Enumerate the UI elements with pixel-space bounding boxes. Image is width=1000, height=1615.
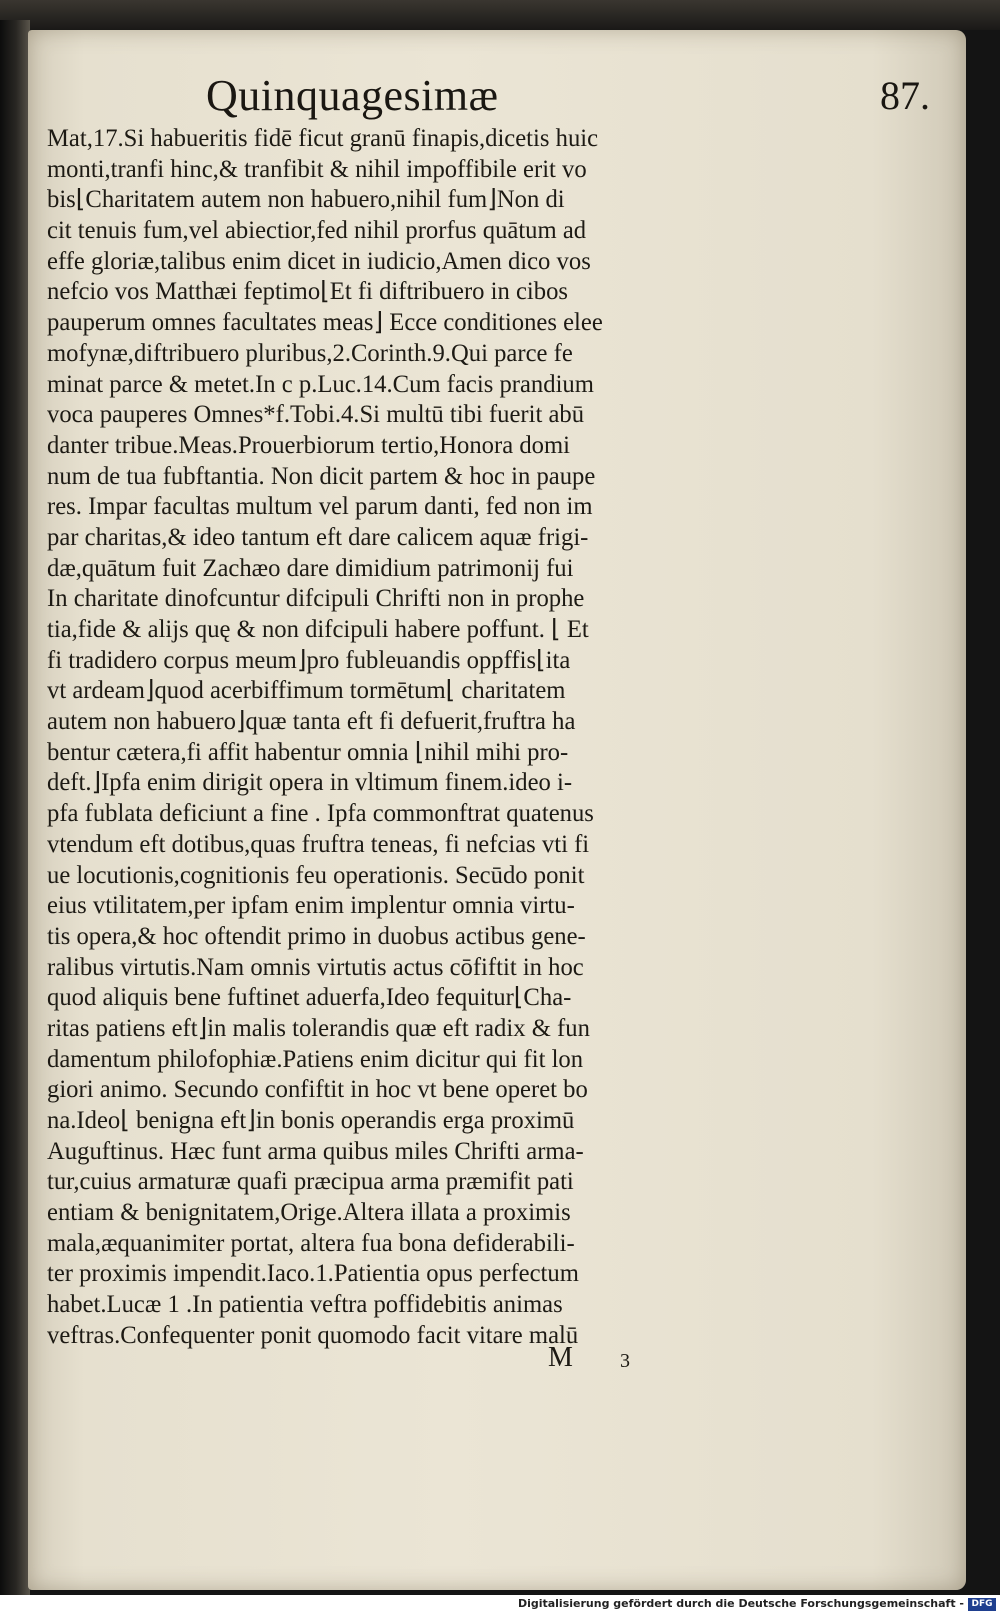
text-line: ralibus virtutis.Nam omnis virtutis actus cōfiftit in hoc [47, 953, 584, 981]
text-line: mala,æquanimiter portat, altera fua bona defiderabili- [47, 1229, 575, 1257]
text-line: res. Impar facultas multum vel parum danti, fed non im [47, 493, 593, 521]
text-line: na.Ideo⌊ benigna eft⌋in bonis operandis erga proximū [47, 1107, 575, 1134]
page-number: 87. [880, 73, 930, 118]
dfg-logo: DFG [968, 1598, 996, 1611]
running-head: Quinquagesimæ [206, 71, 499, 120]
text-line: tur,cuius armaturæ quafi præcipua arma præmifit pati [47, 1168, 574, 1196]
text-line: par charitas,& ideo tantum eft dare calicem aquæ frigi- [47, 523, 589, 551]
text-line: pfa fublata deficiunt a fine . Ipfa commonftrat quatenus [47, 800, 594, 828]
text-line: damentum philofophiæ.Patiens enim dicitur qui fit lon [47, 1045, 584, 1073]
text-line: entiam & benignitatem,Orige.Altera illata a proximis [47, 1199, 571, 1227]
text-line: bentur cætera,fi affit habentur omnia ⌊nihil mihi pro- [47, 738, 569, 766]
text-line: danter tribue.Meas.Prouerbiorum tertio,Honora domi [47, 431, 570, 459]
text-line: vtendum eft dotibus,quas fruftra teneas, fi nefcias vti fi [47, 830, 590, 858]
text-line: nefcio vos Matthæi feptimo⌊Et fi diftribuero in cibos [47, 278, 569, 306]
text-line: quod aliquis bene fuftinet aduerfa,Ideo fequitur⌊Cha- [47, 984, 572, 1012]
text-line: monti,tranfi hinc,& tranfibit & nihil impoffibile erit vo [47, 155, 587, 183]
signature-number: 3 [620, 1350, 630, 1372]
text-line: Mat,17.Si habueritis fidē ficut granū finapis,dicetis huic [47, 125, 599, 152]
text-line: cit tenuis fum,vel abiectior,fed nihil prorfus quātum ad [47, 217, 587, 245]
text-line: num de tua fubftantia. Non dicit partem & hoc in paupe [47, 462, 596, 490]
text-line: mofynæ,diftribuero pluribus,2.Corinth.9.Qui parce fe [47, 339, 573, 367]
text-line: Auguftinus. Hæc funt arma quibus miles Chrifti arma- [47, 1137, 584, 1165]
text-line: ritas patiens eft⌋in malis tolerandis quæ eft radix & fun [47, 1014, 590, 1042]
text-line: autem non habuero⌋quæ tanta eft fi defuerit,fruftra ha [47, 708, 576, 736]
signature-mark: M [548, 1342, 573, 1373]
text-line: veftras.Confequenter ponit quomodo facit vitare malū [47, 1321, 579, 1349]
text-line: bis⌊Charitatem autem non habuero,nihil fum⌋Non di [47, 186, 565, 214]
digitization-credit: Digitalisierung gefördert durch die Deutsche Forschungsgemeinschaft - [517, 1597, 964, 1610]
text-line: habet.Lucæ 1 .In patientia veftra poffidebitis animas [47, 1291, 563, 1319]
text-line: vt ardeam⌋quod acerbiffimum tormētum⌊ charitatem [47, 677, 566, 705]
text-line: effe gloriæ,talibus enim dicet in iudicio,Amen dico vos [47, 247, 591, 275]
text-line: In charitate dinofcuntur difcipuli Chrifti non in prophe [47, 585, 585, 613]
text-line: ue locutionis,cognitionis feu operationis. Secūdo ponit [47, 861, 585, 889]
text-line: tia,fide & alijs quę & non difcipuli habere poffunt. ⌊ Et [47, 616, 589, 643]
text-line: giori animo. Secundo confiftit in hoc vt bene operet bo [47, 1076, 588, 1104]
text-line: dæ,quātum fuit Zachæo dare dimidium patrimonij fui [47, 554, 574, 582]
body-text [47, 124, 747, 1352]
text-line: pauperum omnes facultates meas⌋ Ecce conditiones elee [47, 309, 603, 337]
text-line: minat parce & metet.In c p.Luc.14.Cum facis prandium [47, 370, 594, 398]
text-line: ter proximis impendit.Iaco.1.Patientia opus perfectum [47, 1260, 579, 1288]
text-line: deft.⌋Ipfa enim dirigit opera in vltimum finem.ideo i- [47, 769, 573, 797]
book-spine [0, 20, 30, 1595]
text-line: fi tradidero corpus meum⌋pro fubleuandis oppffis⌊ita [47, 646, 571, 674]
text-line: tis opera,& hoc oftendit primo in duobus actibus gene- [47, 922, 586, 950]
text-line: eius vtilitatem,per ipfam enim implentur omnia virtu- [47, 892, 575, 920]
text-line: voca pauperes Omnes*f.Tobi.4.Si multū tibi fuerit abū [47, 401, 585, 429]
scan-background-top [0, 0, 1000, 30]
